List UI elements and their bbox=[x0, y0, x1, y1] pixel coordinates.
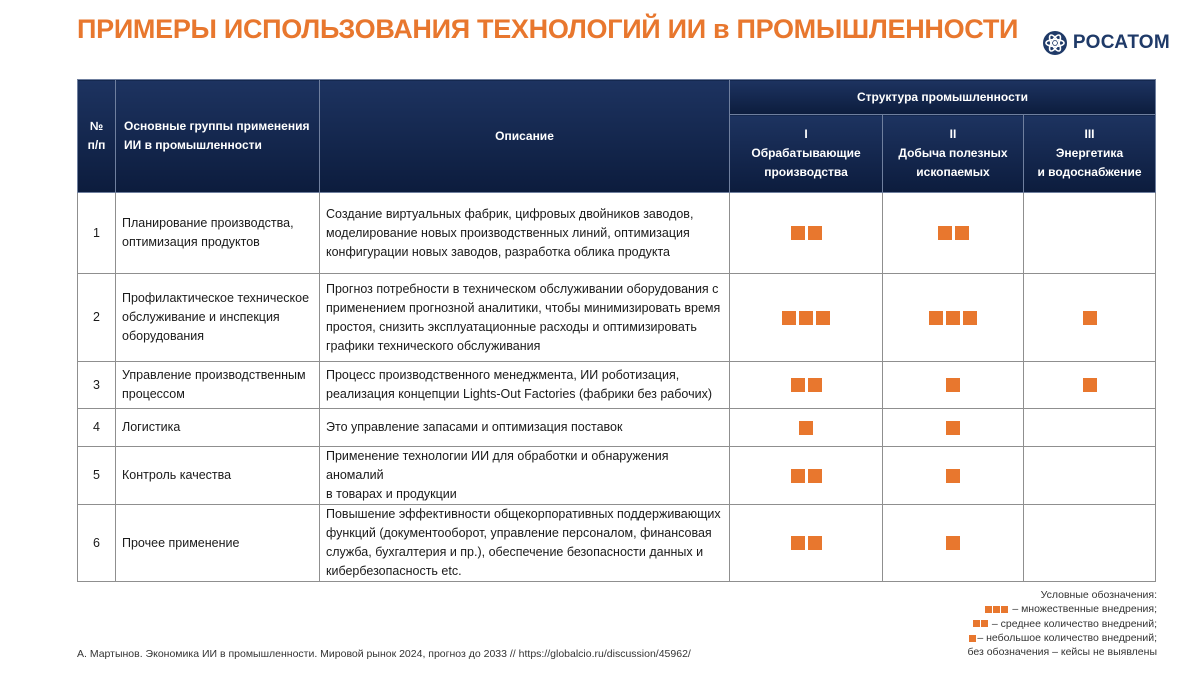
row-number: 4 bbox=[78, 409, 116, 447]
implementation-square bbox=[946, 311, 960, 325]
row-description: Применение технологии ИИ для обработки и обнаружения аномалий в товарах и продукции bbox=[320, 447, 730, 505]
sector-3-marker bbox=[1024, 274, 1156, 362]
implementation-square bbox=[799, 311, 813, 325]
sector-2-marker bbox=[883, 362, 1024, 409]
table-row bbox=[78, 362, 1156, 409]
row-group: Управление производственным процессом bbox=[116, 362, 320, 409]
header-sector-1: I Обрабатывающие производства bbox=[730, 115, 883, 193]
rosatom-logo bbox=[1042, 30, 1170, 56]
table-row bbox=[78, 505, 1156, 582]
row-number: 1 bbox=[78, 193, 116, 274]
row-description: Создание виртуальных фабрик, цифровых двойников заводов, моделирование новых производственных линий, оптимизация конфигурации новых заводов, разработка облика продукта bbox=[320, 193, 730, 274]
implementation-square bbox=[1083, 311, 1097, 325]
implementation-square bbox=[808, 469, 822, 483]
legend-few: – небольшое количество внедрений; bbox=[967, 631, 1157, 645]
ai-usage-table bbox=[77, 79, 1156, 582]
implementation-square bbox=[929, 311, 943, 325]
implementation-square bbox=[963, 311, 977, 325]
header-description: Описание bbox=[320, 80, 730, 193]
row-description: Это управление запасами и оптимизация поставок bbox=[320, 409, 730, 447]
row-description: Повышение эффективности общекорпоративных поддерживающих функций (документооборот, управление персоналом, финансовая служба, бухгалтерия и пр.), обеспечение безопасности данных и кибербезопасность etc. bbox=[320, 505, 730, 582]
row-description: Процесс производственного менеджмента, ИИ роботизация, реализация концепции Lights-Out Factories (фабрики без рабочих) bbox=[320, 362, 730, 409]
sector-2-marker bbox=[883, 409, 1024, 447]
source-citation: А. Мартынов. Экономика ИИ в промышленности. Мировой рынок 2024, прогноз до 2033 // https://globalcio.ru/discussion/45962/ bbox=[77, 648, 691, 660]
sector-2-marker bbox=[883, 193, 1024, 274]
implementation-square bbox=[791, 226, 805, 240]
implementation-square bbox=[808, 536, 822, 550]
row-number: 5 bbox=[78, 447, 116, 505]
implementation-square bbox=[946, 421, 960, 435]
row-number: 2 bbox=[78, 274, 116, 362]
sector-3-marker bbox=[1024, 505, 1156, 582]
row-number: 6 bbox=[78, 505, 116, 582]
implementation-square bbox=[782, 311, 796, 325]
row-group: Прочее применение bbox=[116, 505, 320, 582]
implementation-square bbox=[1083, 378, 1097, 392]
sector-1-marker bbox=[730, 274, 883, 362]
sector-1-marker bbox=[730, 193, 883, 274]
sector-2-marker bbox=[883, 274, 1024, 362]
table-row bbox=[78, 409, 1156, 447]
sector-3-marker bbox=[1024, 409, 1156, 447]
atom-icon bbox=[1042, 30, 1068, 56]
implementation-square bbox=[946, 469, 960, 483]
row-number: 3 bbox=[78, 362, 116, 409]
page-title: ПРИМЕРЫ ИСПОЛЬЗОВАНИЯ ТЕХНОЛОГИЙ ИИ в ПРОМЫШЛЕННОСТИ bbox=[77, 14, 1019, 44]
sector-1-marker bbox=[730, 505, 883, 582]
table-row bbox=[78, 274, 1156, 362]
implementation-square bbox=[791, 469, 805, 483]
row-group: Профилактическое техническое обслуживание и инспекция оборудования bbox=[116, 274, 320, 362]
table-row bbox=[78, 447, 1156, 505]
implementation-square bbox=[791, 378, 805, 392]
implementation-square bbox=[791, 536, 805, 550]
sector-3-marker bbox=[1024, 362, 1156, 409]
table-row bbox=[78, 193, 1156, 274]
legend bbox=[967, 588, 1157, 659]
implementation-square bbox=[808, 378, 822, 392]
sector-1-marker bbox=[730, 447, 883, 505]
row-description: Прогноз потребности в техническом обслуживании оборудования с применением прогнозной аналитики, чтобы минимизировать время простоя, снизить эксплуатационные расходы и оптимизировать графики технического обслуживания bbox=[320, 274, 730, 362]
sector-3-marker bbox=[1024, 193, 1156, 274]
sector-1-marker bbox=[730, 362, 883, 409]
implementation-square bbox=[938, 226, 952, 240]
logo-text: РОСАТОМ bbox=[1072, 32, 1170, 53]
legend-medium: – среднее количество внедрений; bbox=[967, 617, 1157, 631]
header-sector-3: III Энергетика и водоснабжение bbox=[1024, 115, 1156, 193]
sector-2-marker bbox=[883, 447, 1024, 505]
header-num: № п/п bbox=[78, 80, 116, 193]
legend-many: – множественные внедрения; bbox=[967, 602, 1157, 616]
legend-title: Условные обозначения: bbox=[1040, 589, 1157, 601]
implementation-square bbox=[946, 536, 960, 550]
implementation-square bbox=[955, 226, 969, 240]
implementation-square bbox=[816, 311, 830, 325]
sector-1-marker bbox=[730, 409, 883, 447]
implementation-square bbox=[808, 226, 822, 240]
header-group: Основные группы применения ИИ в промышленности bbox=[116, 80, 320, 193]
row-group: Планирование производства, оптимизация продуктов bbox=[116, 193, 320, 274]
row-group: Контроль качества bbox=[116, 447, 320, 505]
header-sector-2: II Добыча полезных ископаемых bbox=[883, 115, 1024, 193]
row-group: Логистика bbox=[116, 409, 320, 447]
sector-2-marker bbox=[883, 505, 1024, 582]
legend-none: без обозначения – кейсы не выявлены bbox=[967, 646, 1157, 659]
header-structure: Структура промышленности bbox=[730, 80, 1156, 115]
implementation-square bbox=[946, 378, 960, 392]
implementation-square bbox=[799, 421, 813, 435]
sector-3-marker bbox=[1024, 447, 1156, 505]
